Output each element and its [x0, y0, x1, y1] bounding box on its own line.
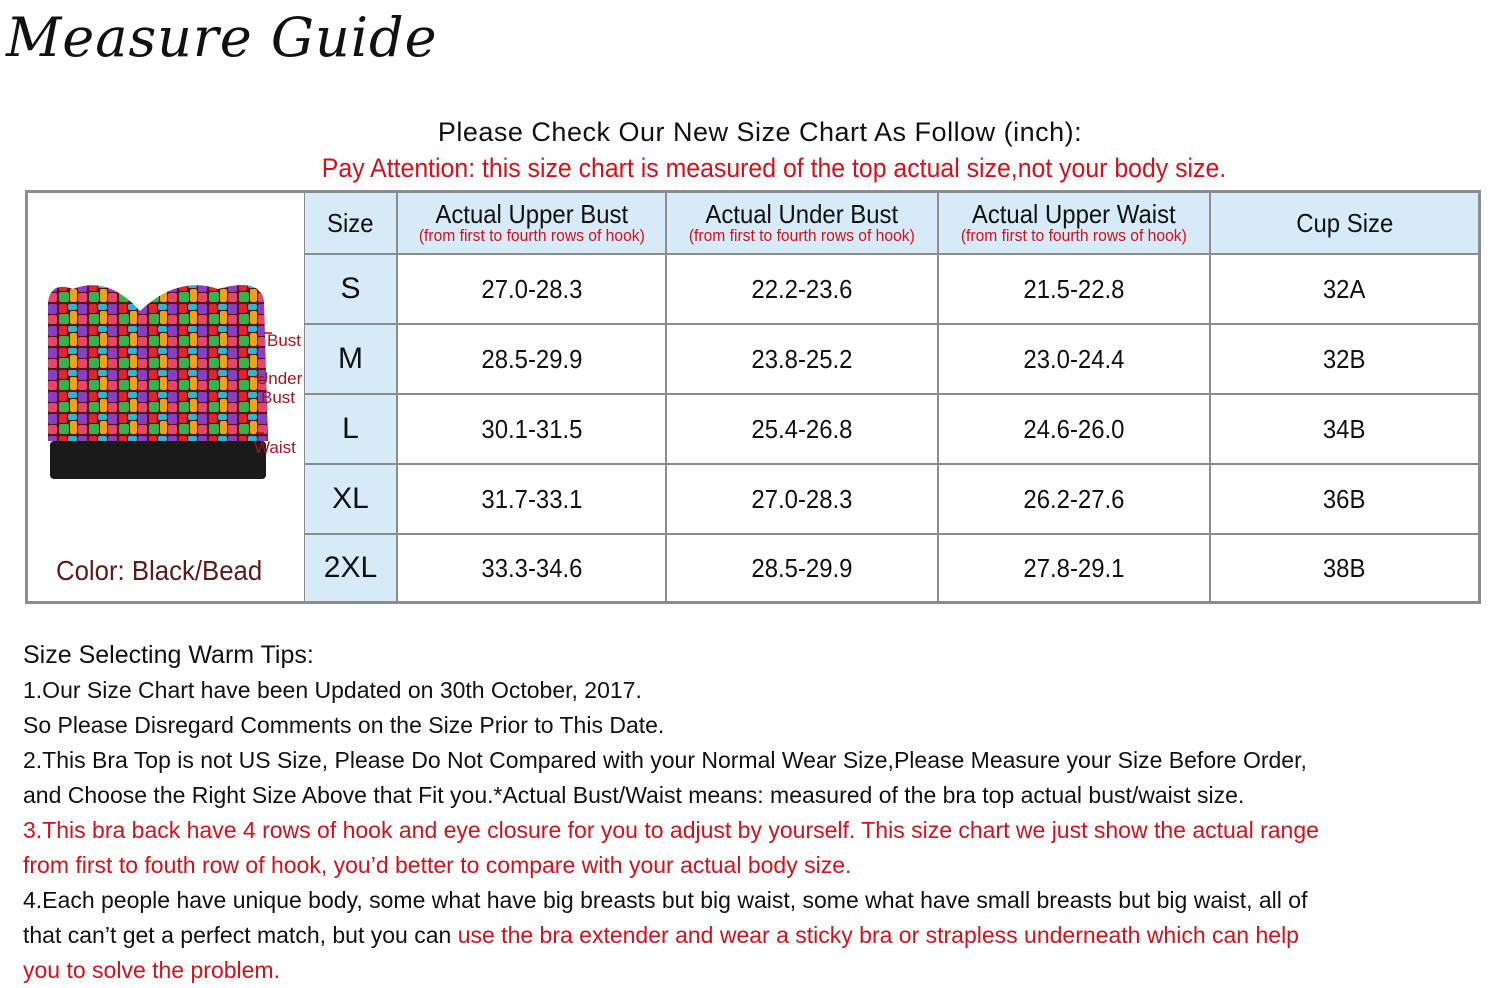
color-label: Color: Black/Bead — [56, 555, 263, 586]
header-under-bust: Actual Under Bust (from first to fourth rows of hook) — [667, 193, 939, 253]
cup-size-cell: 32B — [1323, 343, 1366, 374]
attention-note: Pay Attention: this size chart is measured of the top actual size,not your body size. — [321, 153, 1227, 183]
cup-size-cell: 34B — [1323, 413, 1366, 444]
upper-waist-cell: 23.0-24.4 — [939, 325, 1211, 393]
tip-1-line-2: So Please Disregard Comments on the Size Prior to This Date. — [23, 712, 665, 738]
under-bust-cell: 27.0-28.3 — [667, 465, 939, 533]
size-cell: L — [305, 395, 398, 463]
table-row — [305, 325, 1478, 393]
header-upper-waist: Actual Upper Waist (from first to fourth rows of hook) — [939, 193, 1211, 253]
tip-4-line-2 — [23, 918, 1498, 953]
cup-size-cell: 38B — [1323, 552, 1366, 583]
table-row — [305, 535, 1478, 601]
size-grid — [305, 193, 1478, 601]
upper-waist-cell: 26.2-27.6 — [939, 465, 1211, 533]
under-bust-cell: 25.4-26.8 — [667, 395, 939, 463]
tip-3-line-2: from first to fouth row of hook, you’d better to compare with your actual body size. — [23, 852, 852, 878]
upper-bust-cell: 30.1-31.5 — [398, 395, 667, 463]
tip-4-highlight: use the bra extender and wear a sticky bra or strapless underneath which can help — [457, 922, 1299, 948]
product-photo-cell — [28, 193, 306, 601]
header-size: Size — [305, 193, 398, 253]
size-chart-table — [25, 190, 1481, 604]
size-cell: XL — [305, 465, 398, 533]
under-bust-cell: 28.5-29.9 — [667, 535, 939, 601]
size-cell: M — [305, 325, 398, 393]
warm-tips — [23, 638, 1498, 988]
upper-bust-cell: 27.0-28.3 — [398, 255, 667, 323]
size-cell: S — [305, 255, 398, 323]
table-row — [305, 395, 1478, 463]
header-cup-size: Cup Size — [1211, 193, 1478, 253]
header-upper-bust: Actual Upper Bust (from first to fourth rows of hook) — [398, 193, 667, 253]
tip-4-line-3: you to solve the problem. — [23, 957, 280, 983]
tip-4-line-1: 4.Each people have unique body, some what have big breasts but big waist, some what have small breasts but big waist, all of — [23, 887, 1308, 913]
table-row — [305, 255, 1478, 323]
chart-heading: Please Check Our New Size Chart As Follow (inch): — [437, 117, 1083, 147]
cup-size-cell: 36B — [1323, 483, 1366, 514]
upper-bust-cell: 33.3-34.6 — [398, 535, 667, 601]
table-header-row — [305, 193, 1478, 253]
bust-label: Bust — [267, 331, 302, 350]
page-title: Measure Guide — [6, 6, 438, 69]
tip-3-line-1: 3.This bra back have 4 rows of hook and eye closure for you to adjust by yourself. This size chart we just show the actual range — [23, 817, 1319, 843]
tip-1-line-1: 1.Our Size Chart have been Updated on 30th October, 2017. — [23, 677, 642, 703]
upper-bust-cell: 31.7-33.1 — [398, 465, 667, 533]
upper-waist-cell: 24.6-26.0 — [939, 395, 1211, 463]
upper-waist-cell: 27.8-29.1 — [939, 535, 1211, 601]
tip-2-line-1: 2.This Bra Top is not US Size, Please Do Not Compared with your Normal Wear Size,Please Measure your Size Before Order, — [23, 747, 1307, 773]
under-bust-label-line1: Under — [256, 369, 303, 388]
under-bust-cell: 23.8-25.2 — [667, 325, 939, 393]
cup-size-cell: 32A — [1323, 273, 1366, 304]
tip-4-text: that can’t get a perfect match, but you can — [23, 922, 458, 948]
under-bust-label-line2: Bust — [261, 388, 296, 407]
table-row — [305, 465, 1478, 533]
upper-bust-cell: 28.5-29.9 — [398, 325, 667, 393]
tip-2-line-2: and Choose the Right Size Above that Fit you.*Actual Bust/Waist means: measured of the bra top actual bust/waist size. — [23, 782, 1245, 808]
tips-heading: Size Selecting Warm Tips: — [23, 641, 314, 669]
size-cell: 2XL — [305, 535, 398, 601]
upper-waist-cell: 21.5-22.8 — [939, 255, 1211, 323]
waist-label: Waist — [254, 438, 296, 457]
under-bust-cell: 22.2-23.6 — [667, 255, 939, 323]
